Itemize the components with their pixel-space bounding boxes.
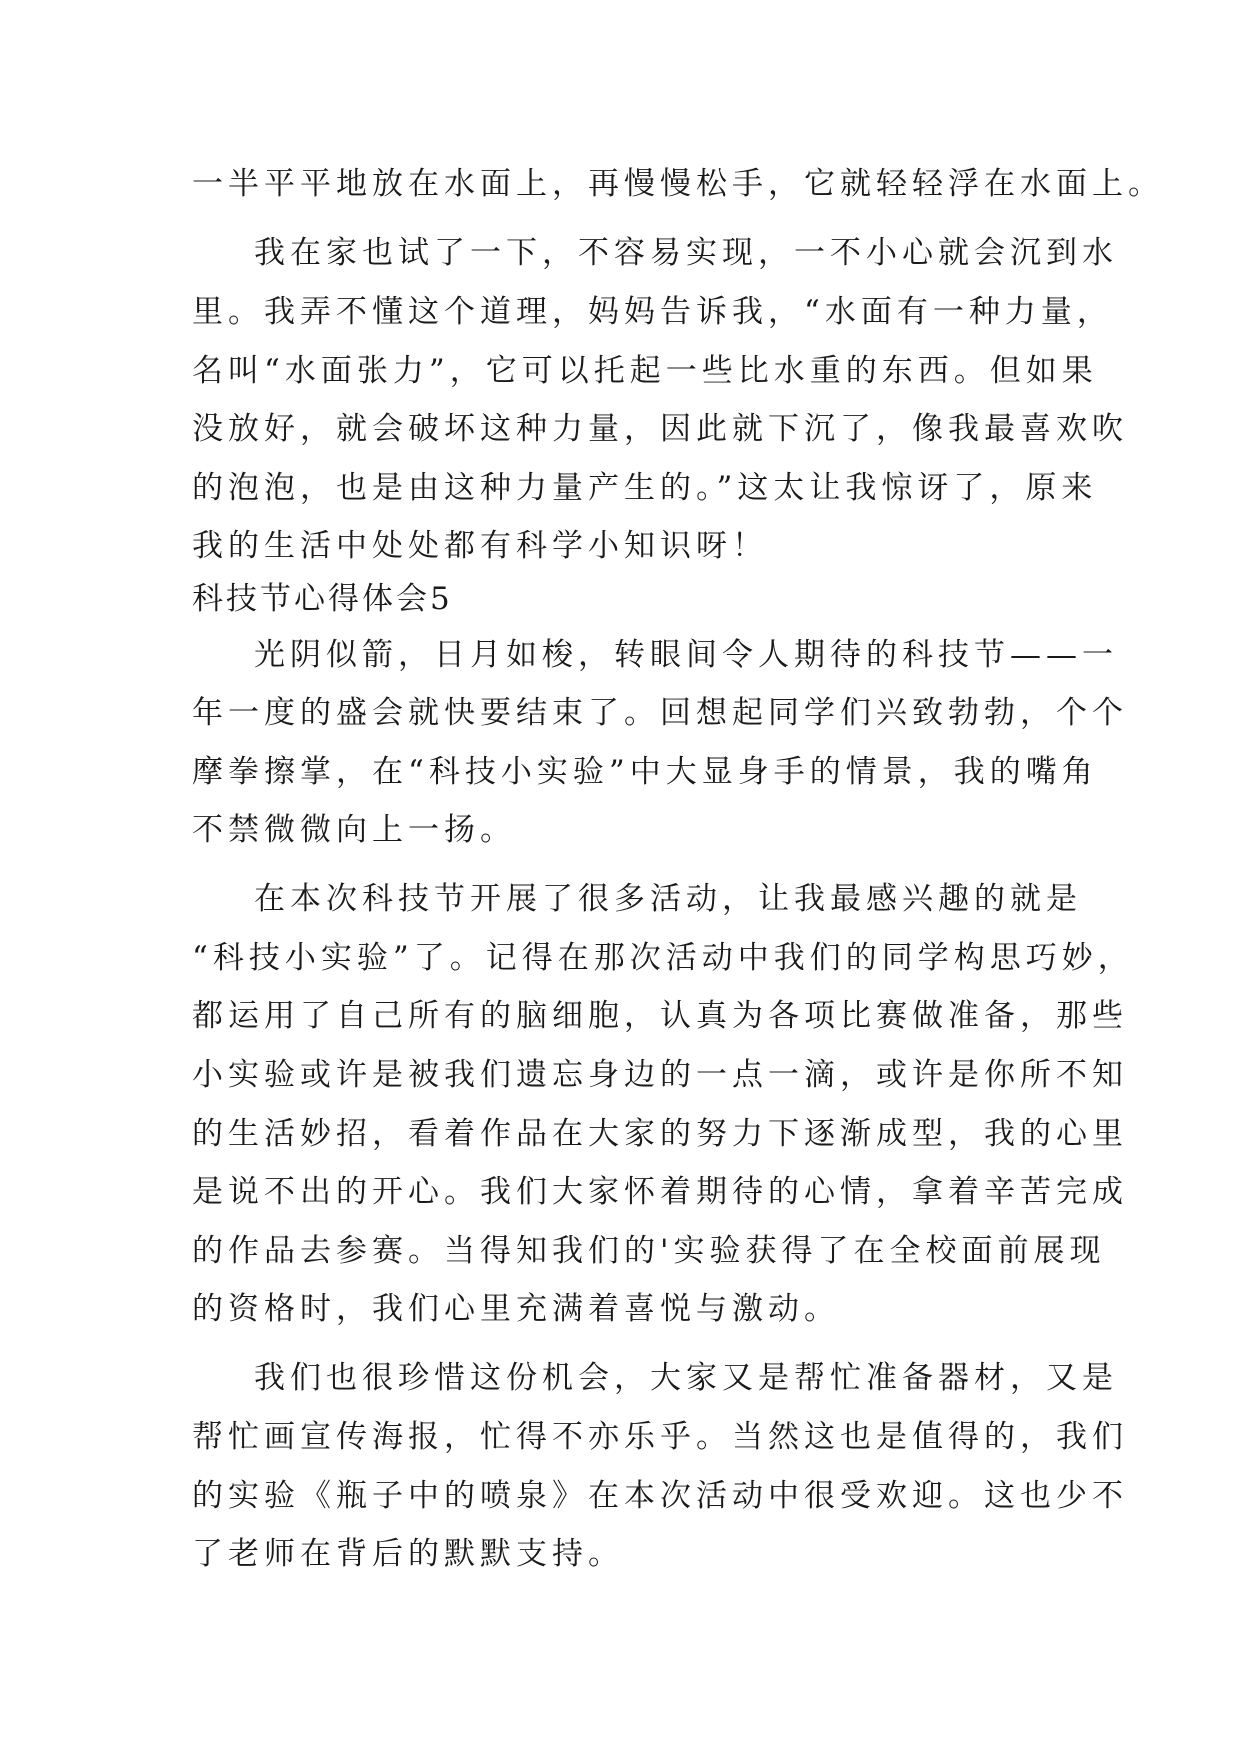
text-line: 摩拳擦掌，在“科技小实验”中大显身手的情景，我的嘴角: [192, 754, 1098, 790]
text-line: 小实验或许是被我们遗忘身边的一点一滴，或许是你所不知: [192, 1057, 1128, 1093]
section-heading: 科技节心得体会5: [192, 581, 453, 617]
text-line: 帮忙画宣传海报，忙得不亦乐乎。当然这也是值得的，我们: [192, 1419, 1128, 1455]
text-line: 的泡泡，也是由这种力量产生的。”这太让我惊讶了，原来: [192, 470, 1098, 506]
text-line: “科技小实验”了。记得在那次活动中我们的同学构思巧妙，: [192, 940, 1134, 976]
text-line: 光阴似箭，日月如梭，转眼间令人期待的科技节——一: [254, 637, 1118, 673]
text-line: 不禁微微向上一扬。: [192, 812, 516, 848]
text-line: 我们也很珍惜这份机会，大家又是帮忙准备器材，又是: [254, 1360, 1118, 1396]
text-line: 我在家也试了一下，不容易实现，一不小心就会沉到水: [254, 235, 1118, 271]
text-line: 都运用了自己所有的脑细胞，认真为各项比赛做准备，那些: [192, 998, 1128, 1034]
text-line: 我的生活中处处都有科学小知识呀！: [192, 528, 768, 564]
text-line: 里。我弄不懂这个道理，妈妈告诉我，“水面有一种力量，: [192, 294, 1113, 330]
text-line: 是说不出的开心。我们大家怀着期待的心情，拿着辛苦完成: [192, 1174, 1128, 1210]
text-line: 年一度的盛会就快要结束了。回想起同学们兴致勃勃，个个: [192, 695, 1128, 731]
text-line: 没放好，就会破坏这种力量，因此就下沉了，像我最喜欢吹: [192, 411, 1128, 447]
text-line: 了老师在背后的默默支持。: [192, 1536, 624, 1572]
text-line: 的实验《瓶子中的喷泉》在本次活动中很受欢迎。这也少不: [192, 1478, 1128, 1514]
text-line: 的资格时，我们心里充满着喜悦与激动。: [192, 1291, 840, 1327]
text-line: 的生活妙招，看着作品在大家的努力下逐渐成型，我的心里: [192, 1116, 1128, 1152]
text-line: 名叫“水面张力”，它可以托起一些比水重的东西。但如果: [192, 353, 1098, 389]
text-line: 在本次科技节开展了很多活动，让我最感兴趣的就是: [254, 881, 1082, 917]
text-line: 的作品去参赛。当得知我们的'实验获得了在全校面前展现: [192, 1233, 1106, 1269]
text-line: 一半平平地放在水面上，再慢慢松手，它就轻轻浮在水面上。: [192, 166, 1164, 202]
